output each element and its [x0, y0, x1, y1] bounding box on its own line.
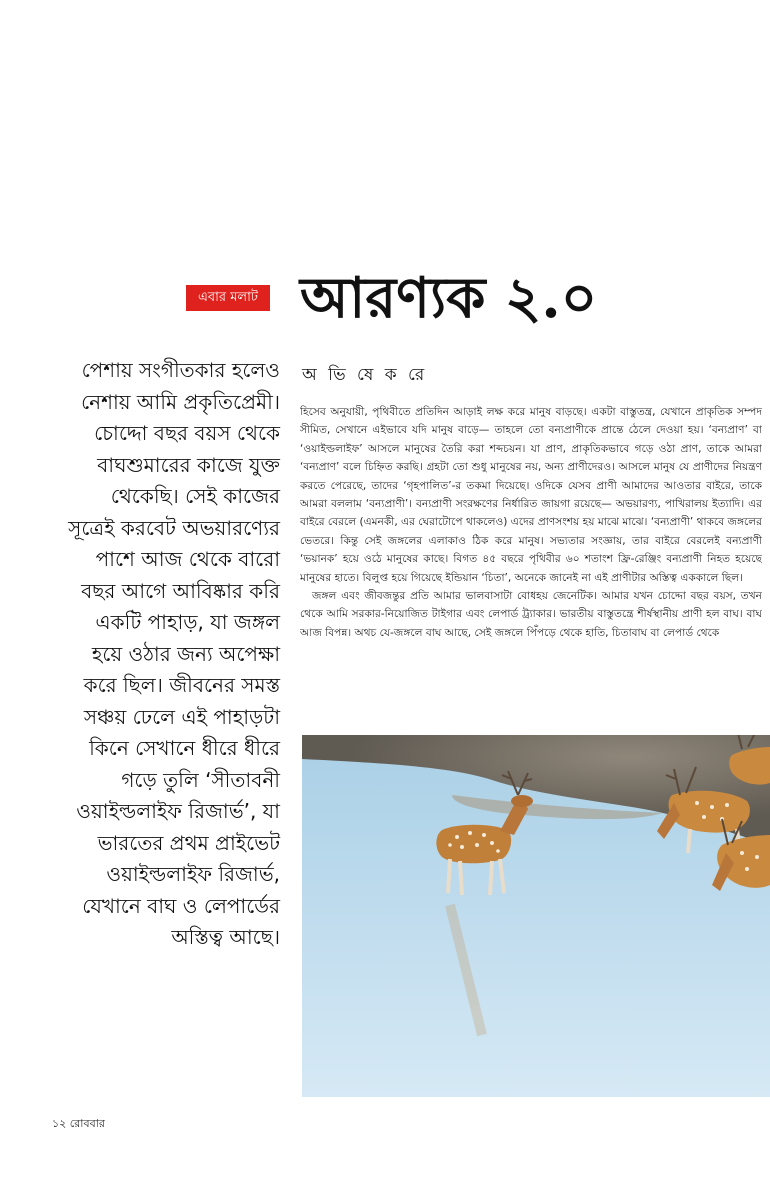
pull-quote: পেশায় সংগীতকার হলেও নেশায় আমি প্রকৃতিপ্রেমী। চোদ্দো বছর বয়স থেকে বাঘশুমারের কাজে যুক্ত থেকেছি। সেই কাজের সূত্রেই করবেট অভয়ারণ্যের পাশে আজ থেকে বারো বছর আগে আবিষ্কার করি একটি পাহাড়, যা জঙ্গল হয়ে ওঠার জন্য অপেক্ষা করে ছিল। জীবনের সমস্ত সঞ্চয় ঢেলে এই পাহাড়টা কিনে সেখানে ধীরে ধীরে গড়ে তুলি ‘সীতাবনী ওয়াইল্ডলাইফ রিজার্ভ’, যা ভারতের প্রথম প্রাইভেট ওয়াইল্ডলাইফ রিজার্ভ, যেখানে বাঘ ও লেপার্ডের অস্তিত্ব আছে। [68, 358, 280, 949]
page-footer: ১২ রোববার [52, 1117, 105, 1130]
author-byline: অ ভি ষে ক রে [302, 365, 428, 385]
section-tag: এবার মলাট [186, 285, 270, 311]
article-body [300, 403, 762, 723]
article-paragraph: হিসেব অনুযায়ী, পৃথিবীতে প্রতিদিন আড়াই লক্ষ করে মানুষ বাড়ছে। একটা বাস্তুতন্ত্র, যেখানে প্রাকৃতিক সম্পদ সীমিত, সেখানে এইভাবে যদি মানুষ বাড়ে— তাহলে তো বন্যপ্রাণীকে প্রান্তে ঠেলে দেওয়া হয়। ‘বন্যপ্রাণ’ বা ‘ওয়াইল্ডলাইফ’ আসলে মানুষের তৈরি করা শব্দচয়ন। যা প্রাণ, প্রাকৃতিকভাবে গড়ে ওঠা প্রাণ, তাকে আমরা ‘বন্যপ্রাণ’ বলে চিহ্নিত করছি। গ্রহটা তো শুধু মানুষের নয়, অন্য প্রাণীদেরও। আসলে মানুষ যে প্রাণীদের নিয়ন্ত্রণ করতে পেরেছে, তাদের ‘গৃহপালিত’-র তকমা দিয়েছে। ওদিকে যেসব প্রাণী আমাদের আওতার বাইরে, তাকে আমরা বললাম ‘বন্যপ্রাণী’। বন্যপ্রাণী সংরক্ষণের নির্ধারিত জায়গা রয়েছে— অভয়ারণ্য, পাখিরালয় ইত্যাদি। এর বাইরে বেরলে (এমনকী, এর ঘেরাটোপে থাকলেও) এদের প্রাণসংশয় হয় মাঝে মাঝে। ‘বন্যপ্রাণী’ থাকবে জঙ্গলের ভেতরে। কিন্তু সেই জঙ্গলের এলাকাও ঠিক করে মানুষ। সভ্যতার সংজ্ঞায়, তার বাইরে বেরলেই বন্যপ্রাণী ‘ভয়ানক’ হয়ে ওঠে মানুষের কাছে। বিগত ৪৫ বছরে পৃথিবীর ৬০ শতাংশ ফ্রি-রেঞ্জিং বন্যপ্রাণী নিহত হয়েছে মানুষের হাতে। বিলুপ্ত হয়ে গিয়েছে ইন্ডিয়ান ‘চিতা’, অনেকে জানেই না এই প্রাণীটার অস্তিত্ব এককালে ছিল। [300, 406, 762, 584]
page-title: আরণ্যক ২.০ [300, 265, 598, 331]
deer-photo [302, 735, 770, 1097]
article-paragraph: জঙ্গল এবং জীবজন্তুর প্রতি আমার ভালবাসাটা বোধহয় জেনেটিক। আমার যখন চোদ্দো বছর বয়স, তখন থেকে আমি সরকার-নিয়োজিত টাইগার এবং লেপার্ড ট্র্যাকার। ভারতীয় বাস্তুতন্ত্রে শীর্ষস্থানীয় প্রাণী হল বাঘ। বাঘ আজ বিপন্ন। অথচ যে-জঙ্গলে বাঘ আছে, সেই জঙ্গলে পিঁপড়ে থেকে হাতি, চিতাবাঘ বা লেপার্ড থেকে [300, 590, 762, 639]
